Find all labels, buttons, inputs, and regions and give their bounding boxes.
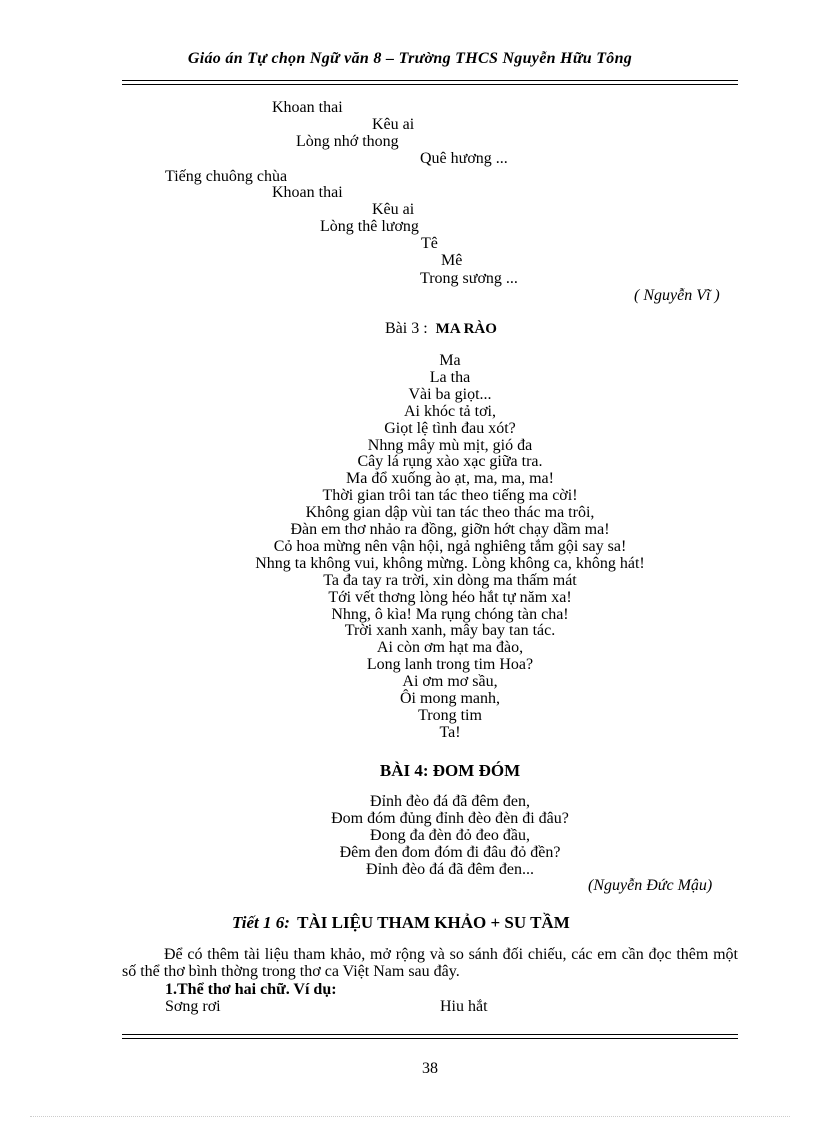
poem-line: Đỉnh đèo đá đã đêm đen... [366,861,534,878]
poem-line: Nhng, ô kìa! Ma rụng chóng tàn cha! [331,605,569,623]
poem-line: Cây lá rụng xào xạc giữa tra. [357,453,543,471]
example-left: Sơng rơi [165,998,221,1015]
footer-rule-bottom [122,1038,738,1039]
poem-line: Lòng nhớ thong [296,133,399,150]
poem-line: Trong sương ... [420,270,518,287]
poem-line: Kêu ai [372,116,415,133]
poem-line: Trong tim [418,706,482,724]
poem-line: La tha [429,368,471,386]
page-header: Giáo án Tự chọn Ngữ văn 8 – Trường THCS Nguyễn Hữu Tông [187,50,633,67]
poem-line: Ai khóc tả tơi, [404,402,496,420]
subheading: 1.Thể thơ hai chữ. Ví dụ: [165,981,337,998]
poem-line: Thời gian trôi tan tác theo tiếng ma cời! [322,487,578,505]
poem-line: Trời xanh xanh, mây bay tan tác. [344,622,556,640]
footer-rule-top [122,1034,738,1035]
page-number: 38 [422,1060,438,1077]
poem-line: Đêm đen đom đóm đi đâu đỏ đền? [339,844,561,861]
poem-line: Đong đa đèn đỏ đeo đầu, [370,827,530,844]
poem-line: Ai còn ơm hạt ma đào, [376,639,524,657]
poem-line: Tê [421,235,438,252]
poem-line: Vài ba giọt... [408,385,492,403]
intro-paragraph: Để có thêm tài liệu tham khảo, mở rộng và so sánh đối chiếu, các em cần đọc thêm một số thể thơ bình thờng trong thơ ca Việt Nam sau đây. [122,946,738,980]
poem3-title-text: MA RÀO [435,321,497,337]
poem-line: Lòng thê lương [320,218,419,235]
header-rule-top [122,80,738,81]
page-edge-dots [30,1116,790,1117]
poem-line: Khoan thai [272,184,343,201]
poem3-title-prefix: Bài 3 : [385,320,428,337]
poem2-author: ( Nguyễn Vĩ ) [634,287,720,304]
poem-line: Quê hương ... [420,150,508,167]
poem3-title [385,320,497,338]
poem-line: Đỉnh đèo đá đã đêm đen, [370,793,530,810]
example-right: Hiu hắt [440,998,488,1015]
poem-line: Ta! [439,723,461,741]
section-title-prefix: Tiết 1 6: [232,913,290,932]
poem-line: Mê [441,252,463,269]
section-title [232,913,570,933]
poem-line: Ma [439,352,461,369]
header-rule-bottom [122,84,738,85]
poem-line: Kêu ai [372,201,415,218]
poem-line: Nhng mây mù mịt, gió đa [367,436,533,454]
poem-line: Long lanh trong tim Hoa? [366,656,534,674]
poem-line: Đàn em thơ nhảo ra đồng, giỡn hớt chạy dầm ma! [290,521,610,538]
poem-line: Khoan thai [272,99,343,116]
poem-line: Ta đa tay ra trời, xin dòng ma thấm mát [323,571,577,589]
section-title-text: TÀI LIỆU THAM KHẢO + SU TẦM [297,913,570,932]
poem4-title: BÀI 4: ĐOM ĐÓM [379,761,521,780]
poem-line: Cỏ hoa mừng nên vận hội, ngả nghiêng tắm gội say sa! [273,537,627,555]
poem-line: Ôi mong manh, [400,690,500,707]
poem-line: Tới vết thơng lòng héo hắt tự năm xa! [328,588,572,606]
poem-line: Giọt lệ tình đau xót? [384,419,516,437]
poem-line: Ai ơm mơ sầu, [402,673,498,691]
poem4-author: (Nguyễn Đức Mậu) [588,877,713,894]
poem-line: Đom đóm đủng đỉnh đèo đèn đi đâu? [331,810,569,827]
poem-line: Nhng ta không vui, không mừng. Lòng không ca, không hát! [255,554,645,572]
poem-line: Tiếng chuông chùa [165,168,288,185]
poem-line: Không gian dập vùi tan tác theo thác ma trôi, [305,504,595,522]
poem-line: Ma đổ xuống ào ạt, ma, ma, ma! [346,470,554,488]
